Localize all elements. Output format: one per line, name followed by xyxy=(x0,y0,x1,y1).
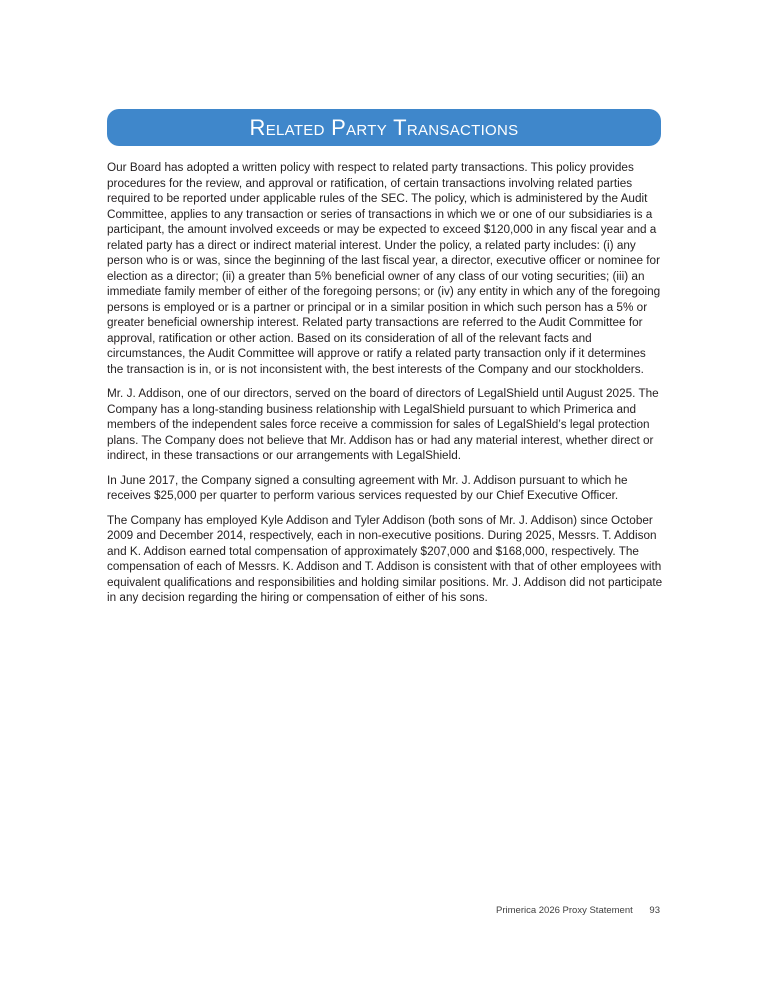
paragraph-employment: The Company has employed Kyle Addison and Tyler Addison (both sons of Mr. J. Addison) since October 2009 and December 2014, respectively, each in non-executive positions. During 2025, Messrs. T. Addison and K. Addison earned total compensation of approximately $207,000 and $168,000, respectively. The compensation of each of Messrs. K. Addison and T. Addison is consistent with that of other employees with equivalent qualifications and responsibilities and holding similar positions. Mr. J. Addison did not participate in any decision regarding the hiring or compensation of either of his sons. xyxy=(107,513,663,604)
page-footer xyxy=(480,905,660,916)
page-number: 93 xyxy=(649,905,660,916)
footer-document-name: Primerica 2026 Proxy Statement xyxy=(496,905,633,916)
paragraph-consulting: In June 2017, the Company signed a consulting agreement with Mr. J. Addison pursuant to which he receives $25,000 per quarter to perform various services requested by our Chief Executive Officer. xyxy=(107,473,628,502)
section-title: Related Party Transactions xyxy=(249,114,519,140)
section-title-banner xyxy=(107,109,661,146)
paragraph-policy: Our Board has adopted a written policy with respect to related party transactions. This policy provides procedures for the review, and approval or ratification, of certain transactions involving related parties required to be reported under applicable rules of the SEC. The policy, which is administered by the Audit Committee, applies to any transaction or series of transactions in which we or one of our subsidiaries is a participant, the amount involved exceeds or may be expected to exceed $120,000 in any fiscal year and a related party has a direct or indirect material interest. Under the policy, a related party includes: (i) any person who is or was, since the beginning of the last fiscal year, a director, executive officer or nominee for election as a director; (ii) a greater than 5% beneficial owner of any class of our voting securities; (iii) an immediate family member of either of the foregoing persons; or (iv) any entity in which any of the foregoing persons is employed or is a partner or principal or in a similar position in which such person has a 5% or greater beneficial ownership interest. Related party transactions are referred to the Audit Committee for approval, ratification or other action. Based on its consideration of all of the relevant facts and circumstances, the Audit Committee will approve or ratify a related party transaction only if it determines the transaction is in, or is not inconsistent with, the best interests of the Company and our stockholders. xyxy=(107,161,661,376)
paragraph-legalshield: Mr. J. Addison, one of our directors, served on the board of directors of LegalShield until August 2025. The Company has a long-standing business relationship with LegalShield pursuant to which Primerica and members of the independent sales force receive a commission for sales of LegalShield’s legal protection plans. The Company does not believe that Mr. Addison has or had any material interest, whether direct or indirect, in these transactions or our arrangements with LegalShield. xyxy=(107,387,659,462)
body-text xyxy=(107,160,663,615)
